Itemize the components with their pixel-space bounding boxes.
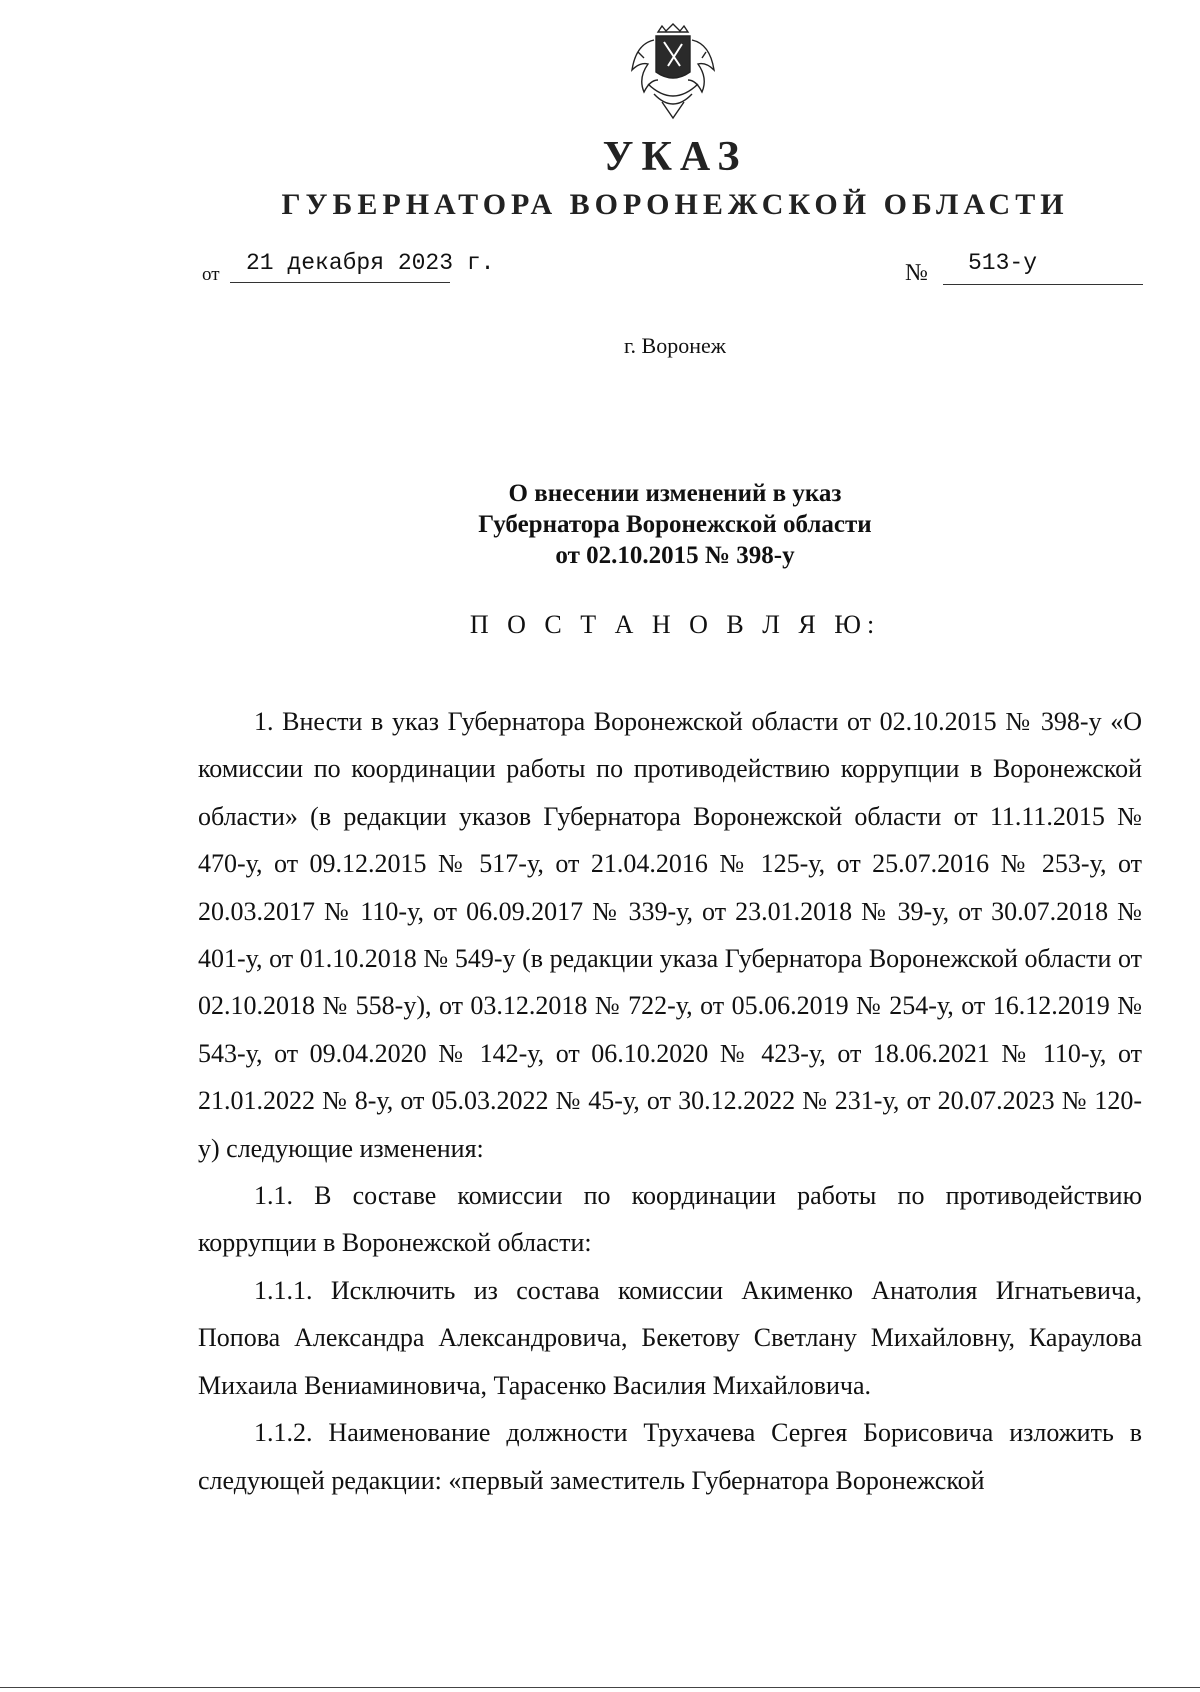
coat-of-arms-emblem: [618, 22, 728, 122]
number-underline: [943, 284, 1143, 285]
decree-word: П О С Т А Н О В Л Я Ю:: [469, 610, 881, 639]
date-underline: [230, 282, 450, 283]
number-prefix: №: [905, 260, 928, 286]
paragraph: 1.1.1. Исключить из состава комиссии Акименко Анатолия Игнатьевича, Попова Александра Александровича, Бекетову Светлану Михайловну, Караулова Михаила Вениаминовича, Тарасенко Василия Михайловича.: [198, 1275, 1142, 1400]
heading-line: от 02.10.2015 № 398-у: [555, 542, 795, 569]
paragraph: 1.1.2. Наименование должности Трухачева Сергея Борисовича изложить в следующей редакции: «первый заместитель Губернатора Воронежской: [198, 1418, 1142, 1495]
document-heading: [0, 478, 1200, 571]
document-title: УКАЗ: [602, 134, 748, 180]
heading-line: О внесении изменений в указ: [508, 480, 842, 507]
number-value: 513-у: [968, 250, 1038, 276]
document-body: [198, 698, 1142, 1504]
document-subtitle: ГУБЕРНАТОРА ВОРОНЕЖСКОЙ ОБЛАСТИ: [281, 188, 1069, 221]
paragraph: 1.1. В составе комиссии по координации работы по противодействию коррупции в Воронежской области:: [198, 1181, 1142, 1258]
date-value: 21 декабря 2023 г.: [246, 250, 495, 276]
paragraph: 1. Внести в указ Губернатора Воронежской области от 02.10.2015 № 398-у «О комиссии по координации работы по противодействию коррупции в Воронежской области» (в редакции указов Губернатора Воронежской области от 11.11.2015 № 470-у, от 09.12.2015 № 517-у, от 21.04.2016 № 125-у, от 25.07.2016 № 253-у, от 20.03.2017 № 110-у, от 06.09.2017 № 339-у, от 23.01.2018 № 39-у, от 30.07.2018 № 401-у, от 01.10.2018 № 549-у (в редакции указа Губернатора Воронежской области от 02.10.2018 № 558-у), от 03.12.2018 № 722-у, от 05.06.2019 № 254-у, от 16.12.2019 № 543-у, от 09.04.2020 № 142-у, от 06.10.2020 № 423-у, от 18.06.2021 № 110-у, от 21.01.2022 № 8-у, от 05.03.2022 № 45-у, от 30.12.2022 № 231-у, от 20.07.2023 № 120-у) следующие изменения:: [198, 707, 1142, 1163]
page-bottom-rule: [0, 1687, 1200, 1688]
city: г. Воронеж: [624, 333, 726, 358]
date-prefix: от: [202, 264, 220, 285]
heading-line: Губернатора Воронежской области: [478, 511, 872, 538]
